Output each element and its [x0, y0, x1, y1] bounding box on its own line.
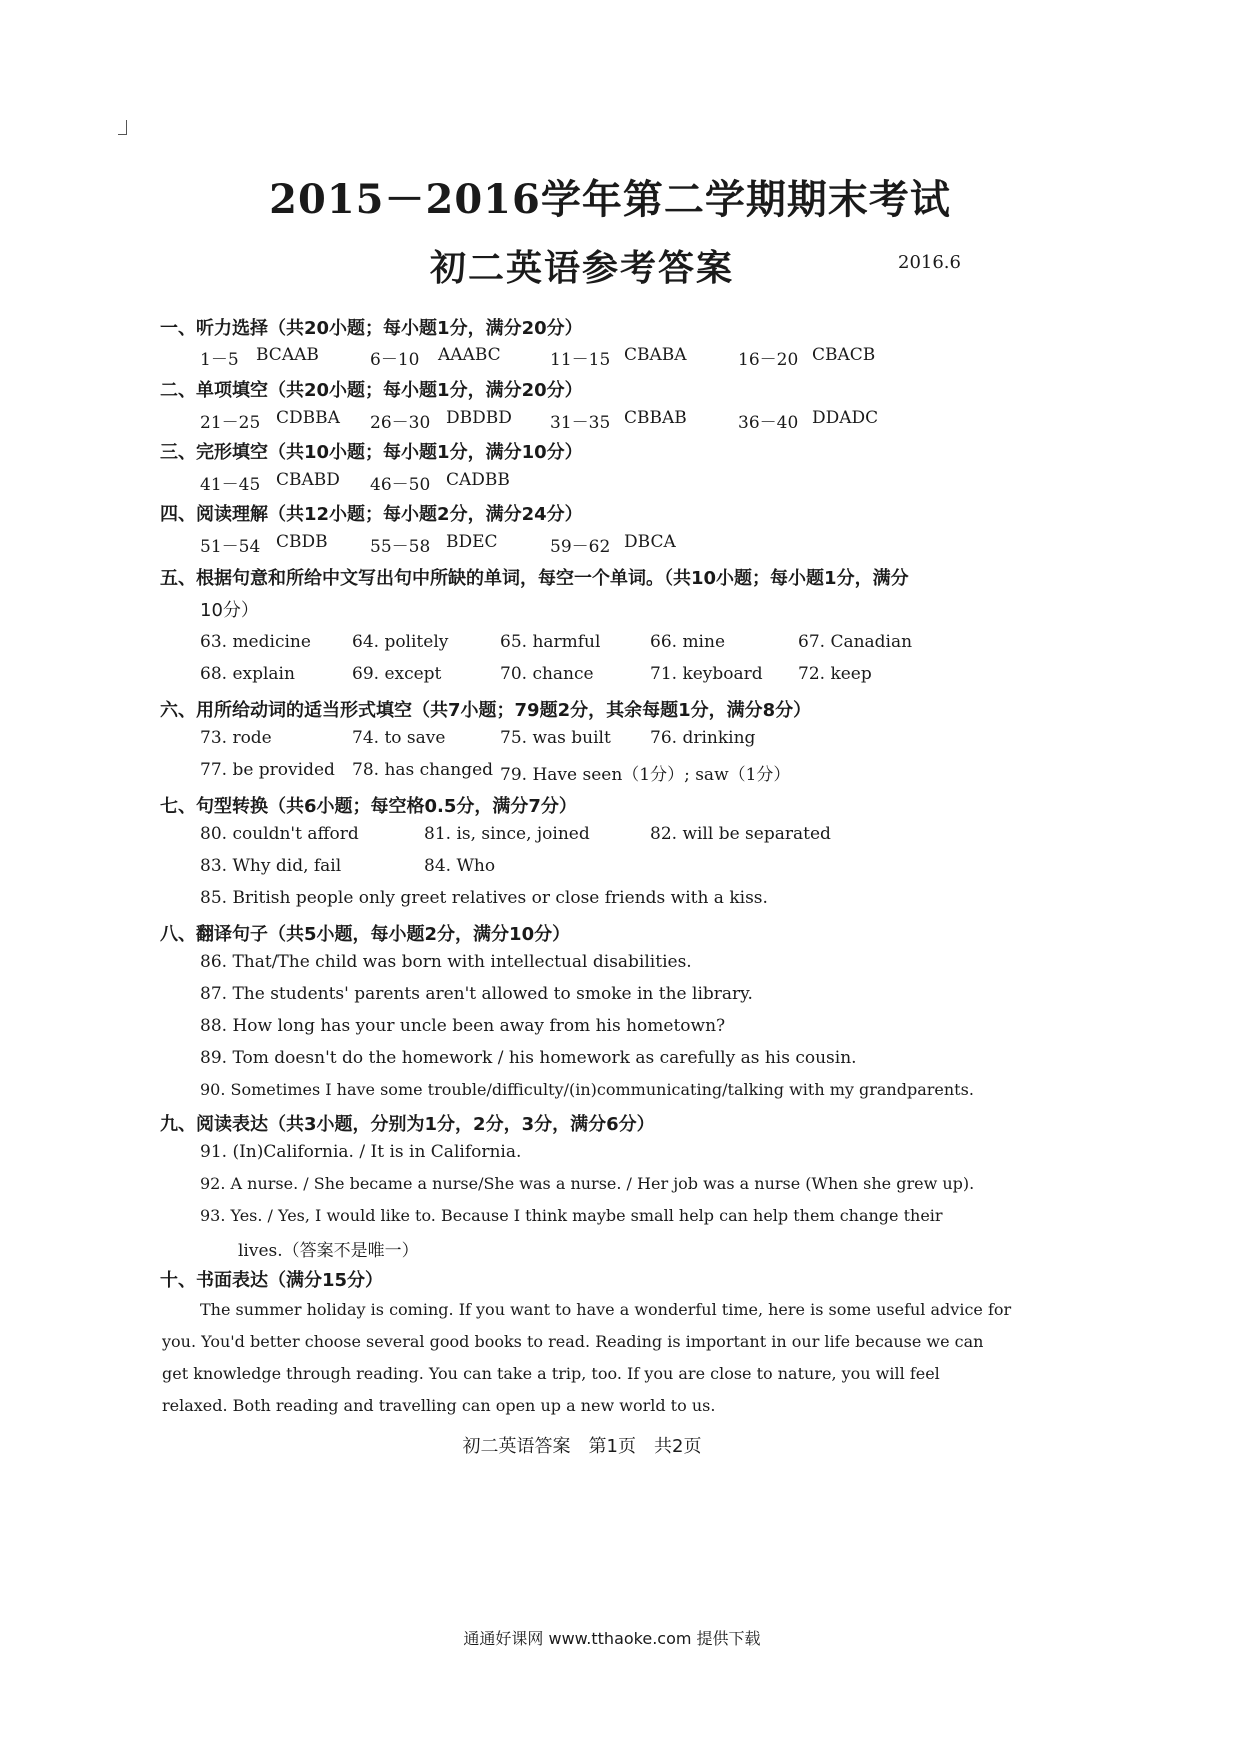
translation-answer: 86. That/The child was born with intellectual disabilities. — [200, 952, 692, 972]
answer-range: 36－40 — [738, 413, 799, 433]
answer-range: 55－58 — [370, 537, 431, 557]
expression-answer: lives.（答案不是唯一） — [238, 1241, 419, 1261]
verb-answer: 74. to save — [352, 728, 446, 748]
transform-answer: 84. Who — [424, 856, 496, 876]
answer-range: 59－62 — [550, 537, 611, 557]
word-answer: 63. medicine — [200, 632, 311, 652]
translation-answer: 87. The students' parents aren't allowed to smoke in the library. — [200, 984, 753, 1004]
word-answer: 64. politely — [352, 632, 449, 652]
section-title-cloze: 三、完形填空（共10小题；每小题1分，满分10分） — [160, 442, 583, 463]
section-title-sentence-transform: 七、句型转换（共6小题；每空格0.5分，满分7分） — [160, 796, 577, 817]
answer-key: AAABC — [438, 345, 501, 365]
section-title-single-choice: 二、单项填空（共20小题；每小题1分，满分20分） — [160, 380, 583, 401]
answer-range: 11－15 — [550, 350, 611, 370]
essay-line: you. You'd better choose several good books to read. Reading is important in our life because we can — [162, 1332, 984, 1351]
section-title-writing: 十、书面表达（满分15分） — [160, 1270, 384, 1291]
word-answer: 68. explain — [200, 664, 295, 684]
answer-key: CBACB — [812, 345, 876, 365]
exam-subtitle: 初二英语参考答案 — [429, 247, 734, 289]
page-footer: 初二英语答案 第1页 共2页 — [462, 1436, 702, 1457]
answer-key: DBCA — [624, 532, 676, 552]
transform-answer: 82. will be separated — [650, 824, 831, 844]
transform-answer: 83. Why did, fail — [200, 856, 342, 876]
word-answer: 65. harmful — [500, 632, 601, 652]
section-title-word-fill: 五、根据句意和所给中文写出句中所缺的单词，每空一个单词。（共10小题；每小题1分，满分 — [160, 568, 909, 589]
word-answer: 70. chance — [500, 664, 594, 684]
word-answer: 69. except — [352, 664, 442, 684]
section-title-verb-forms: 六、用所给动词的适当形式填空（共7小题；79题2分，其余每题1分，满分8分） — [160, 700, 812, 721]
answer-key: BDEC — [446, 532, 498, 552]
document-date: 2016.6 — [898, 252, 961, 273]
answer-range: 21－25 — [200, 413, 261, 433]
essay-line: The summer holiday is coming. If you want to have a wonderful time, here is some useful advice for — [200, 1300, 1012, 1319]
answer-range: 31－35 — [550, 413, 611, 433]
answer-key: CBDB — [276, 532, 328, 552]
answer-range: 6－10 — [370, 350, 420, 370]
translation-answer: 89. Tom doesn't do the homework / his homework as carefully as his cousin. — [200, 1048, 857, 1068]
word-answer: 66. mine — [650, 632, 726, 652]
transform-answer: 81. is, since, joined — [424, 824, 590, 844]
essay-line: get knowledge through reading. You can take a trip, too. If you are close to nature, you will feel — [162, 1364, 940, 1383]
download-watermark: 通通好课网 www.tthaoke.com 提供下载 — [463, 1629, 761, 1648]
exam-title: 2015－2016学年第二学期期末考试 — [269, 176, 951, 223]
expression-answer: 93. Yes. / Yes, I would like to. Because I think maybe small help can help them change their — [200, 1206, 943, 1225]
answer-key: CDBBA — [276, 408, 340, 428]
translation-answer: 90. Sometimes I have some trouble/difficulty/(in)communicating/talking with my grandparents. — [200, 1080, 974, 1099]
transform-answer: 80. couldn't afford — [200, 824, 359, 844]
verb-answer: 73. rode — [200, 728, 272, 748]
answer-key: BCAAB — [256, 345, 319, 365]
answer-range: 46－50 — [370, 475, 431, 495]
answer-key: CADBB — [446, 470, 510, 490]
translation-answer: 88. How long has your uncle been away from his hometown? — [200, 1016, 726, 1036]
expression-answer: 91. (In)California. / It is in California. — [200, 1142, 522, 1162]
section-title-listening: 一、听力选择（共20小题；每小题1分，满分20分） — [160, 318, 583, 339]
answer-range: 16－20 — [738, 350, 799, 370]
answer-key: CBABD — [276, 470, 340, 490]
answer-key: CBABA — [624, 345, 687, 365]
essay-line: relaxed. Both reading and travelling can open up a new world to us. — [162, 1396, 716, 1415]
transform-answer: 85. British people only greet relatives or close friends with a kiss. — [200, 888, 768, 908]
answer-range: 51－54 — [200, 537, 261, 557]
section-title-reading: 四、阅读理解（共12小题；每小题2分，满分24分） — [160, 504, 583, 525]
expression-answer: 92. A nurse. / She became a nurse/She was a nurse. / Her job was a nurse (When she grew up). — [200, 1174, 975, 1193]
word-answer: 67. Canadian — [798, 632, 913, 652]
answer-range: 41－45 — [200, 475, 261, 495]
verb-answer: 76. drinking — [650, 728, 756, 748]
section-title-continued: 10分） — [200, 600, 259, 621]
section-title-reading-expression: 九、阅读表达（共3小题，分别为1分，2分，3分，满分6分） — [160, 1114, 655, 1135]
word-answer: 72. keep — [798, 664, 872, 684]
verb-answer: 77. be provided — [200, 760, 335, 780]
answer-key: CBBAB — [624, 408, 687, 428]
corner-crop-mark — [118, 120, 127, 135]
answer-key: DDADC — [812, 408, 879, 428]
answer-range: 26－30 — [370, 413, 431, 433]
section-title-translation: 八、翻译句子（共5小题，每小题2分，满分10分） — [160, 924, 571, 945]
answer-range: 1－5 — [200, 350, 239, 370]
verb-answer: 75. was built — [500, 728, 611, 748]
verb-answer: 79. Have seen（1分）; saw（1分） — [500, 765, 791, 785]
answer-key: DBDBD — [446, 408, 512, 428]
word-answer: 71. keyboard — [650, 664, 763, 684]
verb-answer: 78. has changed — [352, 760, 494, 780]
